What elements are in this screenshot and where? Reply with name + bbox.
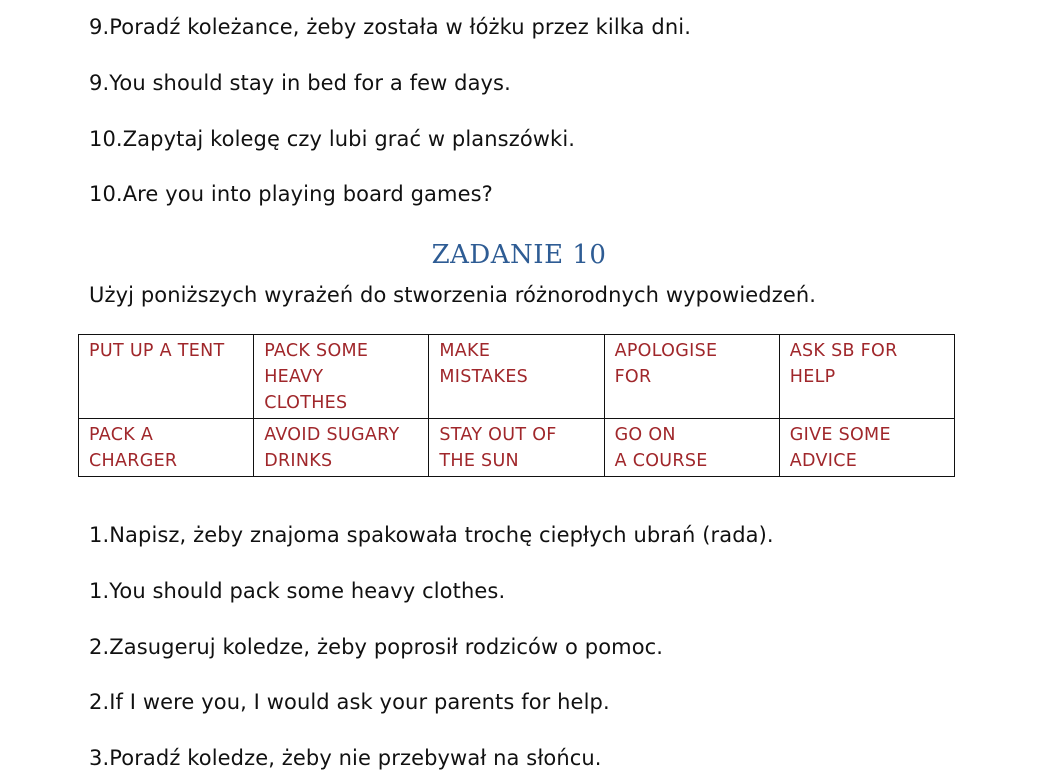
exercise-line-1-pl: 1.Napisz, żeby znajoma spakowała trochę ciepłych ubrań (rada). <box>89 523 774 547</box>
exercise-line-1-en: 1.You should pack some heavy clothes. <box>89 579 506 603</box>
exercise-line-9-en: 9.You should stay in bed for a few days. <box>89 71 511 95</box>
table-cell: GO ON A COURSE <box>604 419 779 477</box>
table-row <box>79 419 955 477</box>
table-cell: GIVE SOME ADVICE <box>779 419 954 477</box>
instruction-text: Użyj poniższych wyrażeń do stworzenia różnorodnych wypowiedzeń. <box>89 283 817 307</box>
table-cell: MAKE MISTAKES <box>429 335 604 419</box>
exercise-line-9-pl: 9.Poradź koleżance, żeby została w łóżku przez kilka dni. <box>89 15 691 39</box>
table-cell: APOLOGISE FOR <box>604 335 779 419</box>
table-cell: ASK SB FOR HELP <box>779 335 954 419</box>
table-row <box>79 335 955 419</box>
section-heading: ZADANIE 10 <box>431 240 607 270</box>
exercise-line-10-en: 10.Are you into playing board games? <box>89 182 493 206</box>
table-cell: PACK A CHARGER <box>79 419 254 477</box>
exercise-line-10-pl: 10.Zapytaj kolegę czy lubi grać w planszówki. <box>89 127 576 151</box>
table-cell: PACK SOME HEAVY CLOTHES <box>254 335 429 419</box>
table-cell: AVOID SUGARY DRINKS <box>254 419 429 477</box>
exercise-line-3-pl: 3.Poradź koledze, żeby nie przebywał na słońcu. <box>89 746 602 770</box>
table-cell: STAY OUT OF THE SUN <box>429 419 604 477</box>
expressions-table <box>78 334 955 477</box>
exercise-line-2-en: 2.If I were you, I would ask your parents for help. <box>89 690 610 714</box>
exercise-line-2-pl: 2.Zasugeruj koledze, żeby poprosił rodziców o pomoc. <box>89 635 664 659</box>
table-cell: PUT UP A TENT <box>79 335 254 419</box>
